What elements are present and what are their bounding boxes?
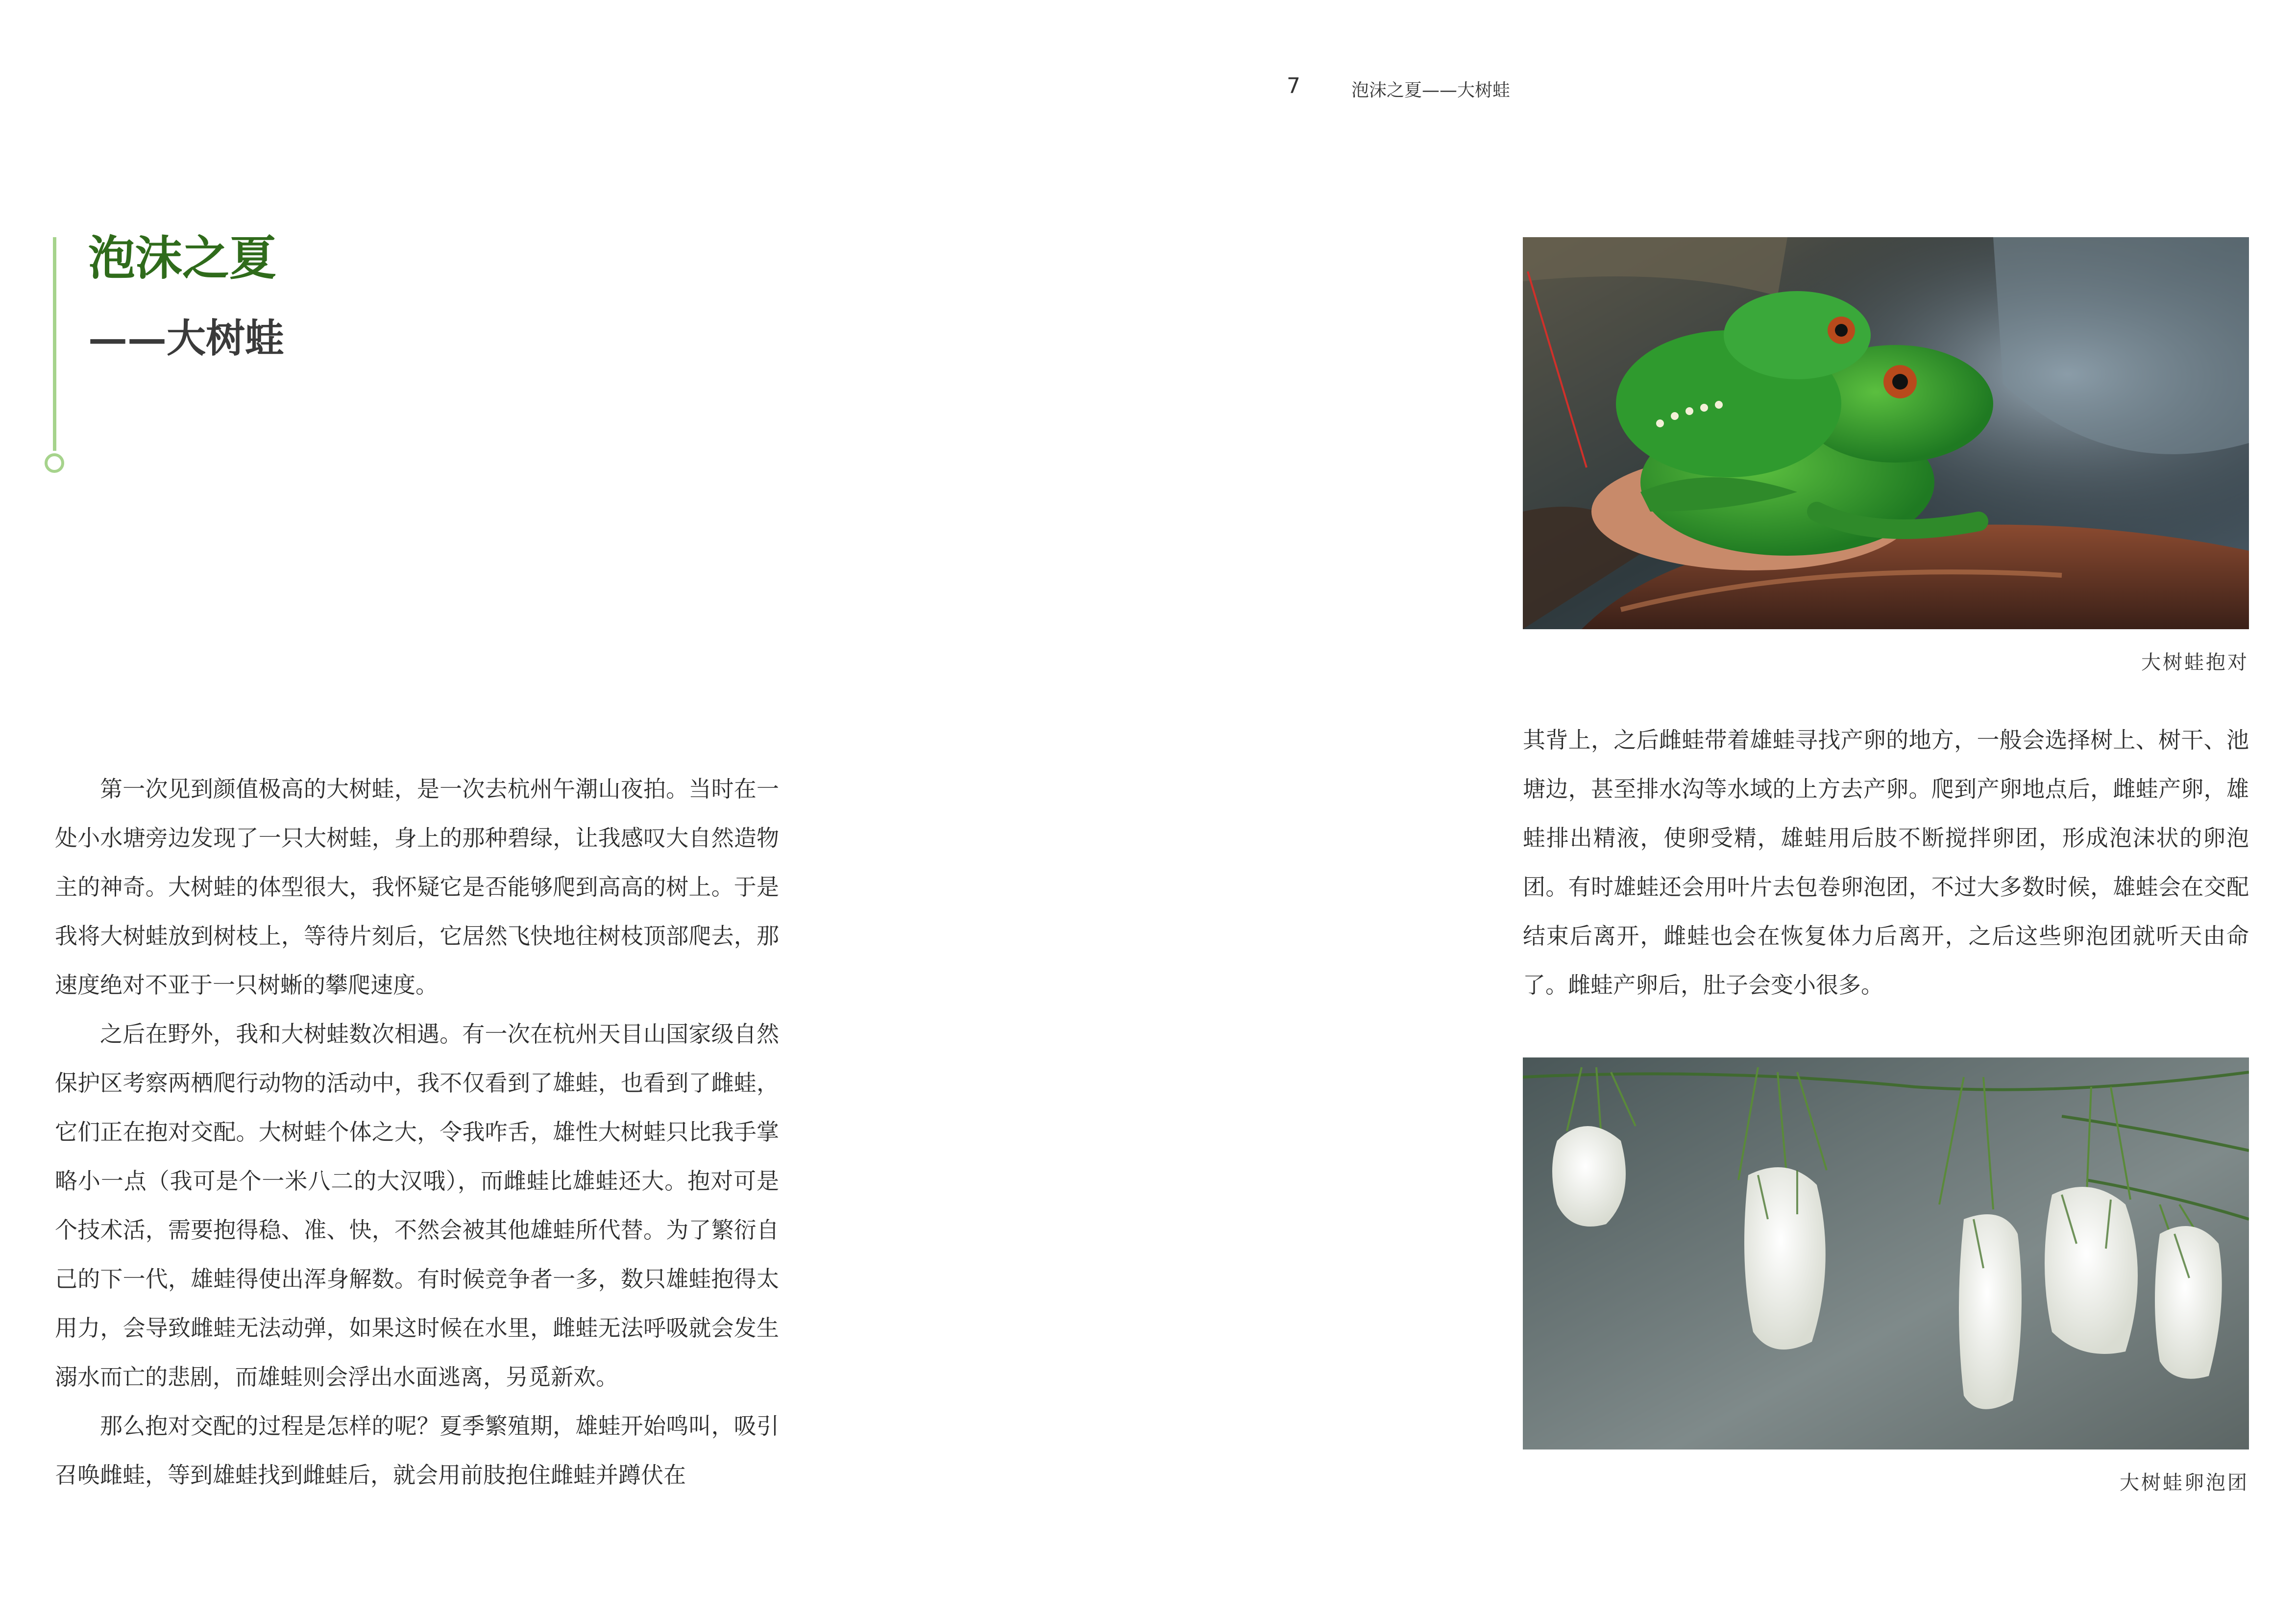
foam-nest-photo [1523,1057,2249,1449]
frogs-amplexus-photo [1523,237,2249,629]
right-text-column [1523,715,2249,1009]
paragraph: 那么抱对交配的过程是怎样的呢？夏季繁殖期，雄蛙开始鸣叫，吸引召唤雌蛙，等到雄蛙找到雌蛙后，就会用前肢抱住雌蛙并蹲伏在 [55,1413,779,1488]
frogs-photo-caption: 大树蛙抱对 [2141,651,2249,674]
paragraph: 之后在野外，我和大树蛙数次相遇。有一次在杭州天目山国家级自然保护区考察两栖爬行动物的活动中，我不仅看到了雄蛙，也看到了雌蛙，它们正在抱对交配。大树蛙个体之大，令我咋舌，雄性大树蛙只比我手掌略小一点（我可是个一米八二的大汉哦），而雌蛙比雄蛙还大。抱对可是个技术活，需要抱得稳、准、快，不然会被其他雄蛙所代替。为了繁衍自己的下一代，雄蛙得使出浑身解数。有时候竞争者一多，数只雄蛙抱得太用力，会导致雌蛙无法动弹，如果这时候在水里，雌蛙无法呼吸就会发生溺水而亡的悲剧，而雄蛙则会浮出水面逃离，另觅新欢。 [55,1021,779,1390]
paragraph: 第一次见到颜值极高的大树蛙，是一次去杭州午潮山夜拍。当时在一处小水塘旁边发现了一只大树蛙，身上的那种碧绿，让我感叹大自然造物主的神奇。大树蛙的体型很大，我怀疑它是否能够爬到高高的树上。于是我将大树蛙放到树枝上，等待片刻后，它居然飞快地往树枝顶部爬去，那速度绝对不亚于一只树蜥的攀爬速度。 [55,776,779,998]
left-text-column [55,764,779,1499]
paragraph: 其背上，之后雌蛙带着雄蛙寻找产卵的地方，一般会选择树上、树干、池塘边，甚至排水沟等水域的上方去产卵。爬到产卵地点后，雌蛙产卵，雄蛙排出精液，使卵受精，雄蛙用后肢不断搅拌卵团，形成泡沫状的卵泡团。有时雄蛙还会用叶片去包卷卵泡团，不过大多数时候，雄蛙会在交配结束后离开，雌蛙也会在恢复体力后离开，之后这些卵泡团就听天由命了。雌蛙产卵后，肚子会变小很多。 [1523,727,2249,998]
running-head: 泡沫之夏——大树蛙 [1351,80,1511,100]
foam-photo-caption: 大树蛙卵泡团 [2120,1472,2249,1494]
title-accent-bar [53,237,56,451]
title-accent-dot [45,453,64,473]
chapter-subtitle: ——大树蛙 [88,315,284,361]
chapter-title: 泡沫之夏 [88,230,276,286]
page-number: 7 [1287,74,1300,98]
